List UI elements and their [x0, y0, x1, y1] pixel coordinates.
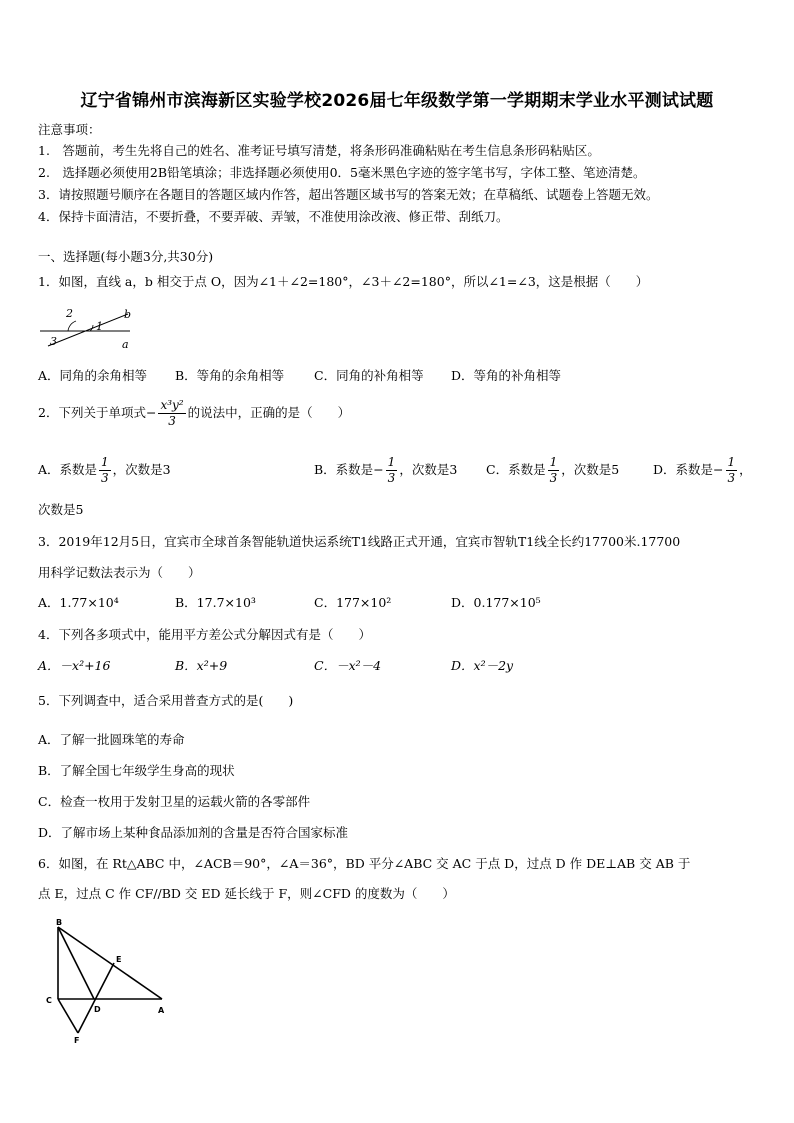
q4-option-d[interactable]: D．x²－2y [451, 658, 514, 673]
question-6-line-1: 6．如图，在 Rt△ABC 中，∠ACB＝90°，∠A＝36°，BD 平分∠ABC 交 AC 于点 D，过点 D 作 DE⊥AB 交 AB 于 [38, 856, 691, 871]
q2-b-pre: B．系数是 [314, 462, 374, 477]
q2-c-post: ，次数是5 [561, 462, 620, 477]
q2-d-den: 3 [727, 471, 736, 485]
question-4-text: 4．下列各多项式中，能用平方差公式分解因式有是（ ） [38, 627, 371, 642]
angle-1-arc [90, 325, 93, 331]
q2-c-den: 3 [549, 471, 558, 485]
question-3-line-2: 用科学记数法表示为（ ） [38, 565, 201, 580]
segment-cf [58, 999, 78, 1033]
angle-2-arc [68, 321, 76, 331]
q2-d-pre: D．系数是 [653, 462, 714, 477]
q2-frac-denominator: 3 [168, 414, 176, 428]
question-6-line-2: 点 E，过点 C 作 CF//BD 交 ED 延长线于 F，则∠CFD 的度数为（ ） [38, 886, 455, 901]
q3-option-a[interactable]: A．1.77×10⁴ [38, 595, 119, 610]
q2-a-post: ，次数是3 [112, 462, 171, 477]
q5-option-c[interactable]: C．检查一枚用于发射卫星的运载火箭的各零部件 [38, 794, 311, 809]
point-b-label: B [56, 918, 63, 927]
q2-option-d-continued: 次数是5 [38, 502, 84, 517]
q2-option-a[interactable] [38, 455, 171, 486]
q5-option-d[interactable]: D．了解市场上某种食品添加剂的含量是否符合国家标准 [38, 825, 349, 840]
line-a-label: a [122, 338, 129, 351]
q1-option-d[interactable]: D．等角的补角相等 [451, 368, 562, 383]
segment-ef [78, 963, 114, 1033]
q4-option-c[interactable]: C．－x²－4 [314, 658, 382, 673]
q5-option-a[interactable]: A．了解一批圆珠笔的寿命 [38, 732, 185, 747]
q2-b-sign: − [373, 462, 384, 477]
q4-option-b[interactable]: B．x²+9 [175, 658, 228, 673]
question-1-figure [38, 300, 148, 352]
q3-option-c[interactable]: C．177×10² [314, 595, 392, 610]
note-item-2: 2. 选择题必须使用2B铅笔填涂；非选择题必须使用0．5毫米黑色字迹的签字笔书写，字体工整、笔迹清楚。 [38, 165, 646, 180]
q2-c-fraction [548, 455, 560, 486]
q3-option-b[interactable]: B．17.7×10³ [175, 595, 256, 610]
q2-option-d[interactable] [653, 455, 752, 486]
q1-option-c[interactable]: C．同角的补角相等 [314, 368, 424, 383]
q2-monomial-fraction [158, 398, 185, 429]
question-6-figure [38, 915, 168, 1045]
q2-b-fraction [386, 455, 398, 486]
note-item-4: 4．保持卡面清洁，不要折叠，不要弄破、弄皱，不准使用涂改液、修正带、刮纸刀。 [38, 209, 509, 224]
section-heading: 一、选择题(每小题3分,共30分) [38, 249, 214, 264]
line-b [48, 314, 128, 346]
q4-option-a[interactable]: A．－x²+16 [38, 658, 111, 673]
page-title: 辽宁省锦州市滨海新区实验学校2026届七年级数学第一学期期末学业水平测试试题 [80, 91, 714, 111]
q1-option-a[interactable]: A．同角的余角相等 [38, 368, 148, 383]
q5-option-b[interactable]: B．了解全国七年级学生身高的现状 [38, 763, 235, 778]
point-f-label: F [74, 1036, 80, 1045]
q2-c-pre: C．系数是 [486, 462, 546, 477]
q2-b-den: 3 [387, 471, 396, 485]
q2-option-b[interactable] [314, 455, 457, 486]
angle-2-label: 2 [66, 307, 73, 320]
question-2-text [38, 398, 350, 429]
q2-d-post: ， [739, 462, 752, 477]
q2-b-num: 1 [387, 455, 396, 469]
notes-heading: 注意事项： [38, 122, 101, 137]
angle-1-label: 1 [96, 320, 103, 333]
question-3-line-1: 3．2019年12月5日，宜宾市全球首条智能轨道快运系统T1线路正式开通，宜宾市智轨T1线全长约17700米.17700 [38, 534, 681, 549]
q2-a-pre: A．系数是 [38, 462, 98, 477]
q2-d-num: 1 [727, 455, 736, 469]
q3-option-d[interactable]: D．0.177×10⁵ [451, 595, 541, 610]
point-d-label: D [94, 1005, 101, 1014]
question-5-text: 5．下列调查中，适合采用普查方式的是( ) [38, 693, 294, 708]
q2-a-num: 1 [101, 455, 109, 469]
q2-a-fraction [99, 455, 111, 486]
angle-3-label: 3 [50, 335, 57, 348]
point-a-label: A [158, 1006, 165, 1015]
q2-a-den: 3 [101, 471, 109, 485]
q2-frac-numerator: x³y² [160, 398, 184, 412]
question-1-text: 1．如图，直线 a，b 相交于点 O，因为∠1＋∠2=180°，∠3＋∠2=180°，所以∠1=∠3，这是根据（ ） [38, 274, 649, 289]
note-item-3: 3．请按照题号顺序在各题目的答题区域内作答，超出答题区域书写的答案无效；在草稿纸、试题卷上答题无效。 [38, 187, 659, 202]
q1-option-b[interactable]: B．等角的余角相等 [175, 368, 285, 383]
q2-d-sign: − [713, 462, 724, 477]
q2-option-c[interactable] [486, 455, 619, 486]
q2-c-num: 1 [549, 455, 558, 469]
segment-bd [58, 927, 94, 999]
q2-d-fraction [726, 455, 738, 486]
point-e-label: E [116, 955, 122, 964]
line-b-label: b [124, 308, 132, 321]
q2-suffix: 的说法中，正确的是（ ） [187, 405, 351, 420]
note-item-1: 1. 答题前，考生先将自己的姓名、准考证号填写清楚，将条形码准确粘贴在考生信息条形码粘贴区。 [38, 143, 600, 158]
segment-ba [58, 927, 162, 999]
q2-prefix: 2．下列关于单项式− [38, 405, 157, 420]
q2-b-post: ，次数是3 [399, 462, 458, 477]
point-c-label: C [46, 996, 52, 1005]
